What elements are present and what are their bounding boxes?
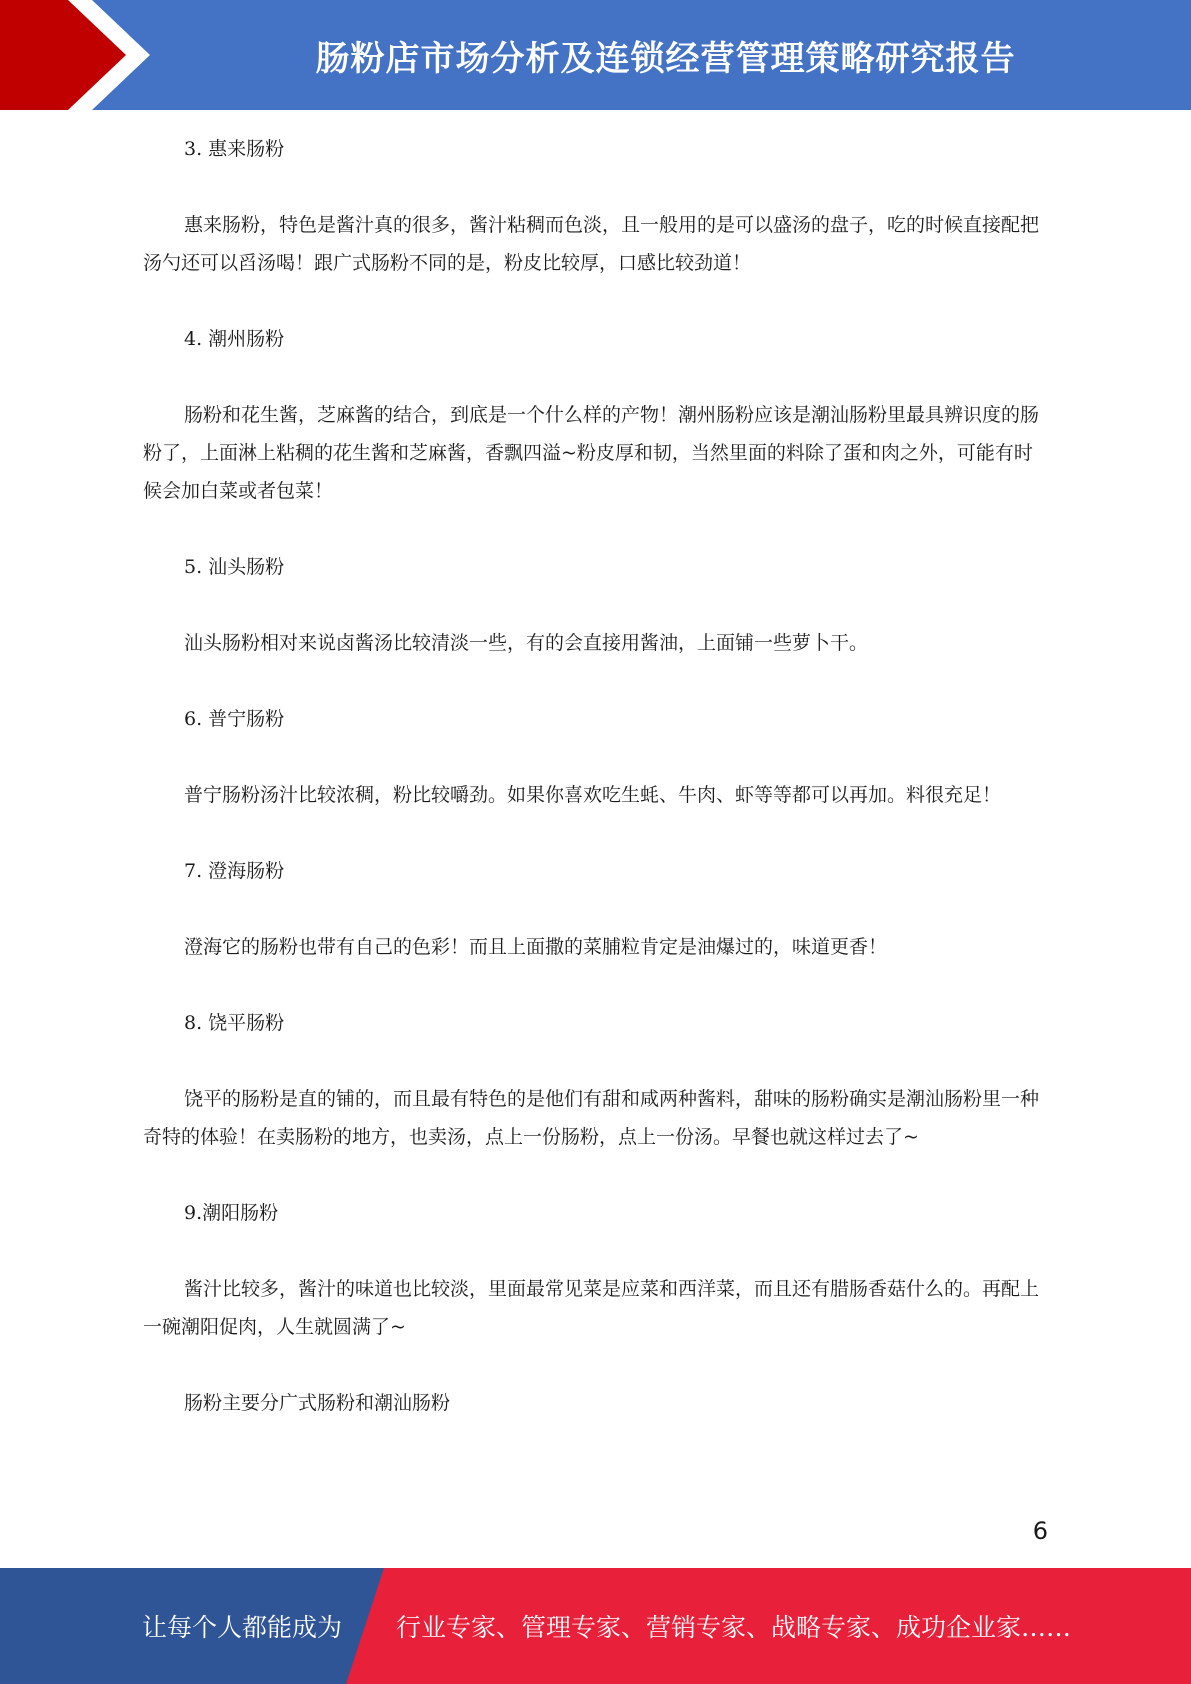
section-heading: 4. 潮州肠粉	[184, 328, 285, 350]
section-heading: 6. 普宁肠粉	[184, 708, 285, 730]
paragraph: 澄海它的肠粉也带有自己的色彩！而且上面撒的菜脯粒肯定是油爆过的，味道更香！	[184, 936, 888, 958]
paragraph: 肠粉主要分广式肠粉和潮汕肠粉	[184, 1392, 451, 1414]
paragraph: 汕头肠粉相对来说卤酱汤比较清淡一些，有的会直接用酱油，上面铺一些萝卜干。	[184, 632, 869, 654]
paragraph: 饶平的肠粉是直的铺的，而且最有特色的是他们有甜和咸两种酱料，甜味的肠粉确实是潮汕肠粉里一种奇特的体验！在卖肠粉的地方，也卖汤，点上一份肠粉，点上一份汤。早餐也就这样过去了~	[143, 1088, 1040, 1148]
section-heading: 8. 饶平肠粉	[184, 1012, 285, 1034]
section-heading: 3. 惠来肠粉	[184, 138, 285, 160]
document-body	[143, 130, 1046, 1460]
page-footer	[0, 1568, 1191, 1684]
paragraph: 肠粉和花生酱，芝麻酱的结合，到底是一个什么样的产物！潮州肠粉应该是潮汕肠粉里最具辨识度的肠粉了，上面淋上粘稠的花生酱和芝麻酱，香飘四溢~粉皮厚和韧，当然里面的料除了蛋和肉之外，可能有时候会加白菜或者包菜！	[143, 404, 1040, 502]
section-heading: 9.潮阳肠粉	[184, 1202, 279, 1224]
footer-slogan-left: 让每个人都能成为	[142, 1613, 343, 1642]
document-title: 肠粉店市场分析及连锁经营管理策略研究报告	[315, 38, 1016, 79]
paragraph: 普宁肠粉汤汁比较浓稠，粉比较嚼劲。如果你喜欢吃生蚝、牛肉、虾等等都可以再加。料很充足！	[184, 784, 1002, 806]
paragraph: 惠来肠粉，特色是酱汁真的很多，酱汁粘稠而色淡，且一般用的是可以盛汤的盘子，吃的时候直接配把汤勺还可以舀汤喝！跟广式肠粉不同的是，粉皮比较厚，口感比较劲道！	[143, 214, 1040, 274]
page-header	[0, 0, 1191, 110]
section-heading: 5. 汕头肠粉	[184, 556, 285, 578]
page-number: 6	[1032, 1517, 1048, 1545]
section-heading: 7. 澄海肠粉	[184, 860, 285, 882]
footer-slogan-right: 行业专家、管理专家、营销专家、战略专家、成功企业家……	[396, 1613, 1072, 1642]
paragraph: 酱汁比较多，酱汁的味道也比较淡，里面最常见菜是应菜和西洋菜，而且还有腊肠香菇什么的。再配上一碗潮阳促肉，人生就圆满了~	[143, 1278, 1040, 1338]
